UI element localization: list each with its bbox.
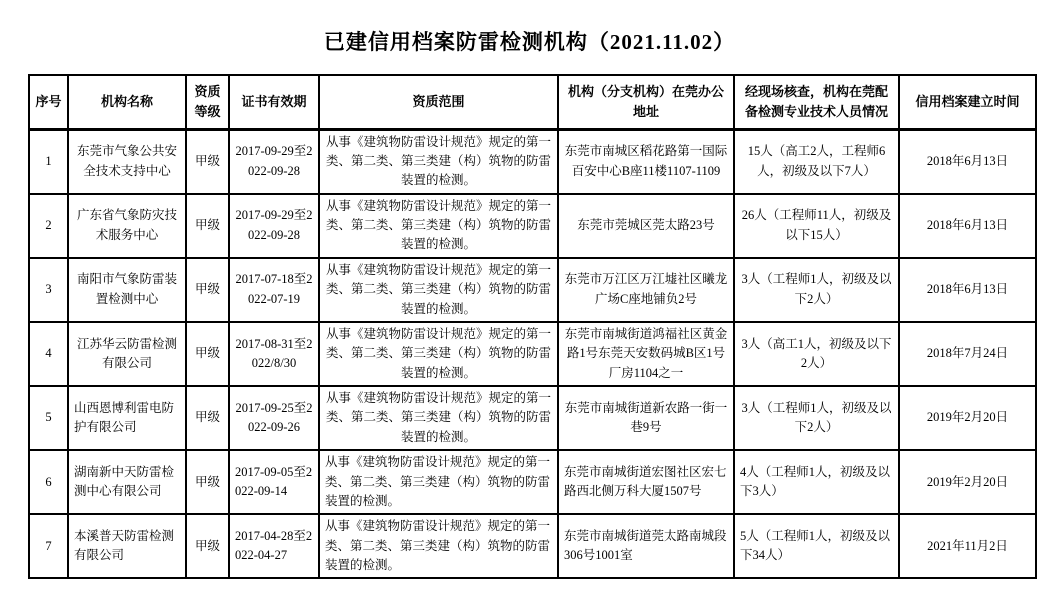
cell-scope: 从事《建筑物防雷设计规范》规定的第一类、第二类、第三类建（构）筑物的防雷装置的检测。: [319, 450, 558, 514]
cell-level: 甲级: [186, 194, 229, 258]
cell-scope: 从事《建筑物防雷设计规范》规定的第一类、第二类、第三类建（构）筑物的防雷装置的检测。: [319, 258, 558, 322]
cell-validity: 2017-09-25至2022-09-26: [229, 386, 319, 450]
cell-staff: 3人（工程师1人，初级及以下2人）: [734, 386, 899, 450]
cell-scope: 从事《建筑物防雷设计规范》规定的第一类、第二类、第三类建（构）筑物的防雷装置的检测。: [319, 194, 558, 258]
cell-staff: 15人（高工2人，工程师6人，初级及以下7人）: [734, 129, 899, 194]
cell-validity: 2017-09-29至2022-09-28: [229, 129, 319, 194]
cell-no: 1: [29, 129, 68, 194]
cell-no: 7: [29, 514, 68, 578]
cell-name: 湖南新中天防雷检测中心有限公司: [68, 450, 186, 514]
cell-validity: 2017-09-29至2022-09-28: [229, 194, 319, 258]
cell-established: 2019年2月20日: [899, 386, 1036, 450]
table-row: [29, 322, 1036, 386]
cell-scope: 从事《建筑物防雷设计规范》规定的第一类、第二类、第三类建（构）筑物的防雷装置的检测。: [319, 129, 558, 194]
cell-scope: 从事《建筑物防雷设计规范》规定的第一类、第二类、第三类建（构）筑物的防雷装置的检测。: [319, 514, 558, 578]
cell-established: 2018年6月13日: [899, 129, 1036, 194]
cell-name: 南阳市气象防雷装置检测中心: [68, 258, 186, 322]
cell-level: 甲级: [186, 322, 229, 386]
cell-no: 6: [29, 450, 68, 514]
cell-level: 甲级: [186, 386, 229, 450]
header-qualification-scope: 资质范围: [319, 75, 558, 129]
cell-staff: 3人（工程师1人，初级及以下2人）: [734, 258, 899, 322]
table-row: [29, 514, 1036, 578]
cell-validity: 2017-07-18至2022-07-19: [229, 258, 319, 322]
cell-level: 甲级: [186, 514, 229, 578]
cell-address: 东莞市南城区稻花路第一国际百安中心B座11楼1107-1109: [558, 129, 734, 194]
cell-name: 江苏华云防雷检测有限公司: [68, 322, 186, 386]
cell-address: 东莞市南城街道鸿福社区黄金路1号东莞天安数码城B区1号厂房1104之一: [558, 322, 734, 386]
institutions-table: [28, 74, 1037, 579]
cell-address: 东莞市南城街道新农路一街一巷9号: [558, 386, 734, 450]
cell-name: 东莞市气象公共安全技术支持中心: [68, 129, 186, 194]
table-row: [29, 386, 1036, 450]
table-row: [29, 258, 1036, 322]
header-staff-situation: 经现场核查，机构在莞配备检测专业技术人员情况: [734, 75, 899, 129]
cell-address: 东莞市南城街道宏图社区宏七路西北侧万科大厦1507号: [558, 450, 734, 514]
cell-level: 甲级: [186, 129, 229, 194]
cell-address: 东莞市万江区万江墟社区曦龙广场C座地铺负2号: [558, 258, 734, 322]
cell-staff: 5人（工程师1人，初级及以下34人）: [734, 514, 899, 578]
cell-no: 4: [29, 322, 68, 386]
cell-level: 甲级: [186, 258, 229, 322]
cell-established: 2019年2月20日: [899, 450, 1036, 514]
cell-established: 2021年11月2日: [899, 514, 1036, 578]
table-row: [29, 194, 1036, 258]
cell-address: 东莞市南城街道莞太路南城段306号1001室: [558, 514, 734, 578]
cell-validity: 2017-04-28至2022-04-27: [229, 514, 319, 578]
cell-established: 2018年6月13日: [899, 194, 1036, 258]
cell-staff: 26人（工程师11人，初级及以下15人）: [734, 194, 899, 258]
header-credit-file-date: 信用档案建立时间: [899, 75, 1036, 129]
cell-no: 2: [29, 194, 68, 258]
cell-scope: 从事《建筑物防雷设计规范》规定的第一类、第二类、第三类建（构）筑物的防雷装置的检测。: [319, 386, 558, 450]
cell-no: 5: [29, 386, 68, 450]
cell-name: 本溪普天防雷检测有限公司: [68, 514, 186, 578]
header-certificate-validity: 证书有效期: [229, 75, 319, 129]
cell-validity: 2017-08-31至2022/8/30: [229, 322, 319, 386]
page-title: 已建信用档案防雷检测机构（2021.11.02）: [323, 30, 736, 54]
cell-staff: 4人（工程师1人，初级及以下3人）: [734, 450, 899, 514]
cell-staff: 3人（高工1人，初级及以下2人）: [734, 322, 899, 386]
table-row: [29, 450, 1036, 514]
table-body: [29, 129, 1036, 578]
cell-name: 山西恩博利雷电防护有限公司: [68, 386, 186, 450]
table-header-row: [29, 75, 1036, 129]
header-institution-name: 机构名称: [68, 75, 186, 129]
header-qualification-level: 资质等级: [186, 75, 229, 129]
cell-address: 东莞市莞城区莞太路23号: [558, 194, 734, 258]
cell-no: 3: [29, 258, 68, 322]
header-office-address: 机构（分支机构）在莞办公地址: [558, 75, 734, 129]
cell-established: 2018年7月24日: [899, 322, 1036, 386]
cell-scope: 从事《建筑物防雷设计规范》规定的第一类、第二类、第三类建（构）筑物的防雷装置的检测。: [319, 322, 558, 386]
cell-level: 甲级: [186, 450, 229, 514]
cell-established: 2018年6月13日: [899, 258, 1036, 322]
cell-validity: 2017-09-05至2022-09-14: [229, 450, 319, 514]
table-row: [29, 129, 1036, 194]
header-no: 序号: [29, 75, 68, 129]
cell-name: 广东省气象防灾技术服务中心: [68, 194, 186, 258]
